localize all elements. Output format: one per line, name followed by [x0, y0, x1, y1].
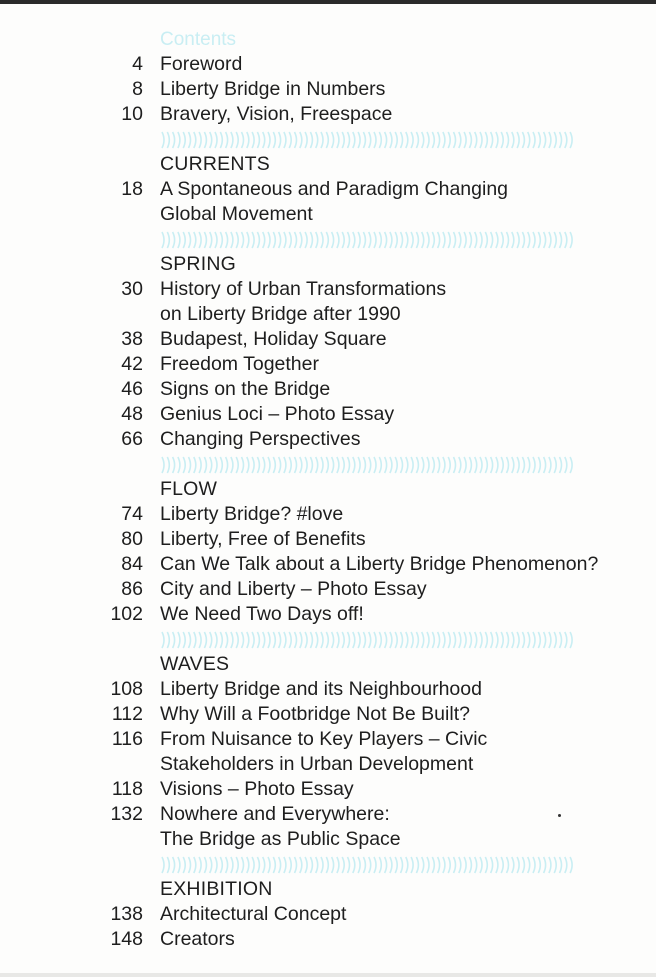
- entry-title: Visions – Photo Essay: [160, 778, 354, 800]
- toc-entry: [0, 602, 656, 627]
- entry-title: From Nuisance to Key Players – Civic: [160, 728, 488, 750]
- wave-separator: [0, 627, 656, 652]
- entry-title: Foreword: [160, 53, 243, 75]
- section-label: FLOW: [160, 478, 218, 500]
- toc-entry: [0, 552, 656, 577]
- wave-pattern-icon: [160, 630, 574, 650]
- wave-pattern-icon: [160, 230, 574, 250]
- toc-entry: [0, 427, 656, 452]
- toc-entry: [0, 102, 656, 127]
- table-of-contents: [0, 27, 656, 952]
- entry-title: Liberty, Free of Benefits: [160, 528, 366, 550]
- entry-title: Stakeholders in Urban Development: [160, 753, 474, 775]
- toc-entry: [0, 302, 656, 327]
- wave-separator: [0, 452, 656, 477]
- wave-pattern-icon: [160, 855, 574, 875]
- section-label: SPRING: [160, 253, 236, 275]
- page-number: 102: [110, 603, 143, 625]
- entry-title: A Spontaneous and Paradigm Changing: [160, 178, 509, 200]
- section-label: EXHIBITION: [160, 878, 273, 900]
- page-number: 80: [121, 528, 143, 550]
- entry-title: Liberty Bridge in Numbers: [160, 78, 386, 100]
- toc-entry: [0, 777, 656, 802]
- toc-entry: [0, 402, 656, 427]
- toc-entry: [0, 577, 656, 602]
- page-number: 86: [121, 578, 143, 600]
- page-number: 10: [121, 103, 143, 125]
- toc-entry: [0, 377, 656, 402]
- entry-title: Nowhere and Everywhere:: [160, 803, 390, 825]
- toc-entry: [0, 527, 656, 552]
- entry-title: Genius Loci – Photo Essay: [160, 403, 395, 425]
- wave-pattern-icon: [160, 455, 574, 475]
- toc-entry: [0, 702, 656, 727]
- wave-pattern-icon: [160, 130, 574, 150]
- toc-entry: [0, 902, 656, 927]
- entry-title: Liberty Bridge? #love: [160, 503, 344, 525]
- page-number: 132: [110, 803, 143, 825]
- toc-entry: [0, 727, 656, 752]
- page-number: 46: [121, 378, 143, 400]
- entry-title: Signs on the Bridge: [160, 378, 331, 400]
- contents-heading: Contents: [160, 29, 237, 50]
- page-top-edge: [0, 0, 656, 4]
- page-number: 118: [111, 778, 143, 800]
- toc-entry: [0, 677, 656, 702]
- entry-title: City and Liberty – Photo Essay: [160, 578, 427, 600]
- page-number: 4: [132, 53, 143, 75]
- page-number: 38: [121, 328, 143, 350]
- toc-entry: [0, 77, 656, 102]
- print-speck: [558, 814, 561, 817]
- toc-entry: [0, 52, 656, 77]
- entry-title: The Bridge as Public Space: [160, 828, 401, 850]
- toc-entry: [0, 827, 656, 852]
- page-number: 66: [121, 428, 143, 450]
- page-number: 116: [111, 728, 143, 750]
- entry-title: Global Movement: [160, 203, 313, 225]
- page-number: 148: [110, 928, 143, 950]
- entry-title: Creators: [160, 928, 235, 950]
- toc-entry: [0, 502, 656, 527]
- wave-separator: [0, 227, 656, 252]
- page-bottom-edge: [0, 973, 656, 977]
- entry-title: on Liberty Bridge after 1990: [160, 303, 401, 325]
- section-label: WAVES: [160, 653, 230, 675]
- entry-title: Changing Perspectives: [160, 428, 361, 450]
- entry-title: Can We Talk about a Liberty Bridge Phenomenon?: [160, 553, 599, 575]
- entry-title: History of Urban Transformations: [160, 278, 447, 300]
- page-number: 8: [132, 78, 143, 100]
- toc-entry: [0, 202, 656, 227]
- page-number: 112: [111, 703, 143, 725]
- toc-entry: [0, 927, 656, 952]
- entry-title: Freedom Together: [160, 353, 319, 375]
- toc-entry: [0, 352, 656, 377]
- page-number: 108: [110, 678, 143, 700]
- page-number: 48: [121, 403, 143, 425]
- entry-title: Budapest, Holiday Square: [160, 328, 387, 350]
- entry-title: Architectural Concept: [160, 903, 347, 925]
- page-number: 30: [121, 278, 143, 300]
- page-number: 18: [121, 178, 143, 200]
- wave-separator: [0, 127, 656, 152]
- section-label: CURRENTS: [160, 153, 270, 175]
- toc-entry: [0, 327, 656, 352]
- entry-title: We Need Two Days off!: [160, 603, 364, 625]
- toc-entry: [0, 177, 656, 202]
- page-number: 84: [121, 553, 143, 575]
- entry-title: Why Will a Footbridge Not Be Built?: [160, 703, 470, 725]
- toc-entry: [0, 277, 656, 302]
- wave-separator: [0, 852, 656, 877]
- page-number: 138: [110, 903, 143, 925]
- page-number: 42: [121, 353, 143, 375]
- page-number: 74: [121, 503, 143, 525]
- entry-title: Bravery, Vision, Freespace: [160, 103, 393, 125]
- toc-entry: [0, 752, 656, 777]
- entry-title: Liberty Bridge and its Neighbourhood: [160, 678, 482, 700]
